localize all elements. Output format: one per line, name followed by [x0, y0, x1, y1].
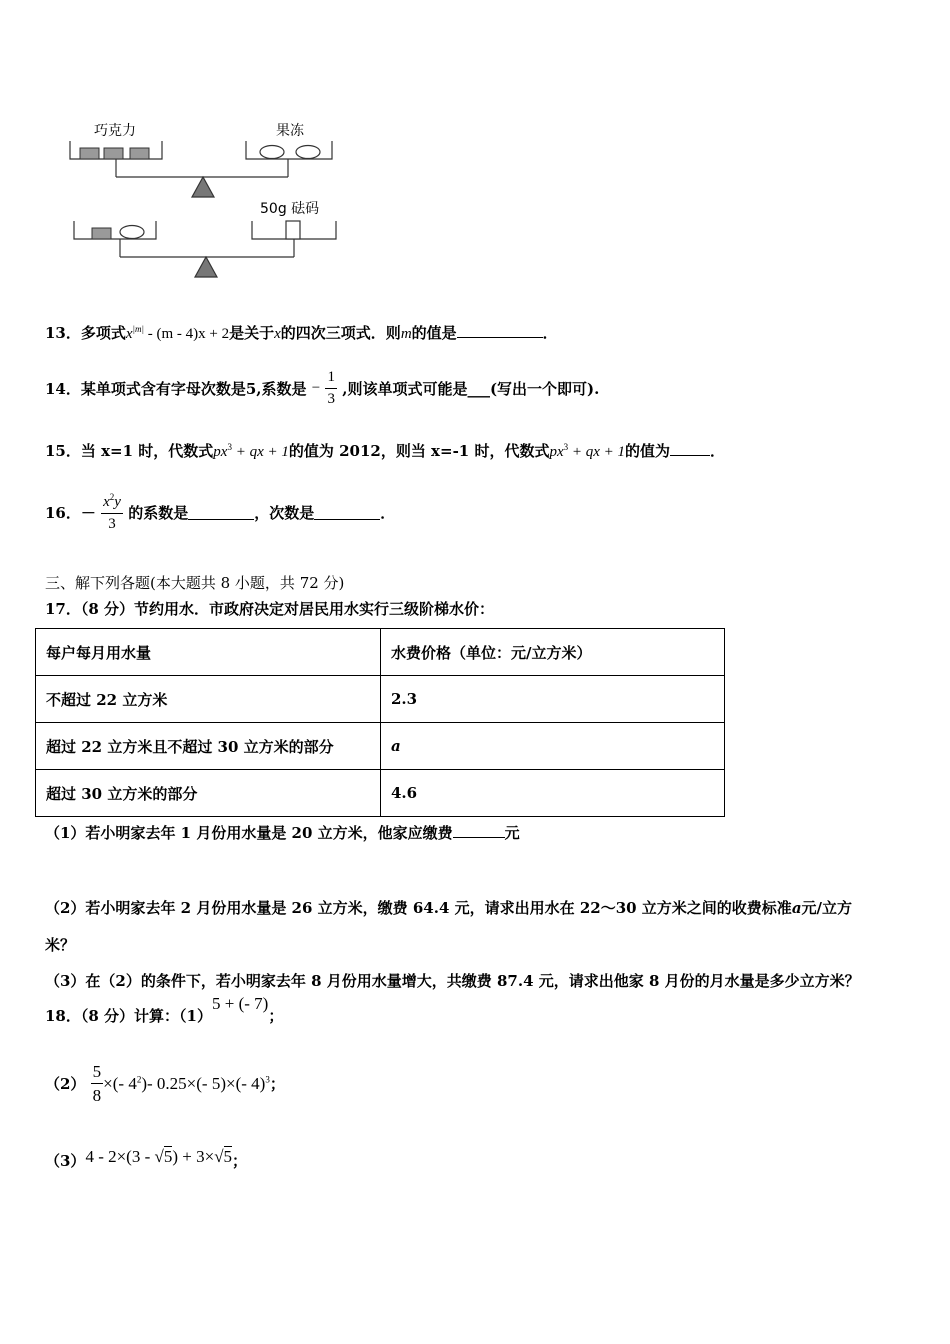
- q13-base: x: [125, 326, 133, 342]
- weight-50g: [286, 221, 300, 239]
- q14-suffix: ,则该单项式可能是___(写出一个即可).: [342, 380, 600, 398]
- q14-fraction: [325, 370, 337, 407]
- q18-end3: ；: [232, 1152, 248, 1170]
- sqrt-icon: √: [214, 1147, 224, 1166]
- q16-text2: ，次数是: [254, 504, 315, 522]
- q17-p1-suffix: 元: [504, 824, 520, 842]
- q16-prefix: 16．－: [45, 504, 96, 522]
- table-header-cell: 每户每月用水量: [36, 629, 381, 676]
- q15-exp2: 3: [563, 442, 569, 452]
- q17-part-2-line2: 米？: [45, 936, 76, 954]
- q16-coefficient-blank[interactable]: [188, 505, 254, 520]
- q13-prefix: 13．多项式: [45, 324, 126, 342]
- q16-text1: 的系数是: [128, 504, 189, 522]
- q16-num-exp: 2: [109, 492, 115, 502]
- q18-p2-label: （2）: [45, 1075, 86, 1093]
- q18-prefix: 18．（8 分）计算：（1）: [45, 1007, 212, 1025]
- table-cell: a: [381, 723, 725, 770]
- sqrt-icon: √: [154, 1147, 164, 1166]
- q13-var: x: [274, 326, 281, 342]
- q17-part-2: [45, 897, 852, 918]
- q16-degree-blank[interactable]: [314, 505, 380, 520]
- q15-expr-tail: + qx + 1: [231, 444, 289, 460]
- q13-mid: - (m - 4)x + 2: [144, 326, 230, 342]
- q15-expr: px: [213, 444, 228, 460]
- q18-part-1: [45, 994, 284, 1026]
- q15-end: ．: [710, 442, 726, 460]
- chocolate-block-bottom: [92, 228, 111, 239]
- q15-exp: 3: [227, 442, 232, 452]
- q13-end: ．: [542, 324, 558, 342]
- q18-p3-a: 4 - 2×(3 -: [85, 1147, 155, 1166]
- q14-sign: −: [311, 380, 321, 396]
- q13-answer-blank[interactable]: [457, 323, 543, 338]
- q18-expr1: 5 + (- 7): [211, 994, 269, 1013]
- balance-scale-figure: [60, 115, 350, 285]
- table-cell: 超过 22 立方米且不超过 30 立方米的部分: [36, 723, 381, 770]
- q16-den: 3: [108, 516, 116, 532]
- q15-answer-blank[interactable]: [670, 441, 710, 456]
- q18-p2-a: ×(- 4: [103, 1073, 137, 1093]
- table-header-row: [36, 629, 725, 676]
- q15-suffix: 的值为: [625, 442, 671, 460]
- q18-p2-num: 5: [91, 1063, 104, 1084]
- jelly-oval-bottom: [120, 226, 144, 239]
- question-16: [45, 493, 395, 532]
- q18-p3-expr: [85, 1147, 232, 1166]
- question-15: [45, 440, 725, 461]
- q18-p2-den: 8: [92, 1086, 102, 1105]
- q16-num-tail: y: [114, 494, 121, 510]
- question-13: [45, 322, 558, 343]
- q15-prefix: 15．当 x=1 时，代数式: [45, 442, 214, 460]
- table-row: [36, 723, 725, 770]
- q17-p2-line1a: （2）若小明家去年 2 月份用水量是 26 立方米，缴费 64.4 元，请求出用水在 22～30 立方米之间的收费标准: [45, 899, 792, 917]
- q18-part-2: [45, 1063, 285, 1104]
- q17-intro: 17．（8 分）节约用水．市政府决定对居民用水实行三级阶梯水价：: [45, 600, 495, 618]
- table-cell: 超过 30 立方米的部分: [36, 770, 381, 817]
- q18-p2-expr: [103, 1074, 270, 1093]
- table-row: [36, 770, 725, 817]
- q18-end1: ；: [268, 1007, 284, 1025]
- q18-p3-root2: 5: [223, 1147, 233, 1166]
- section-3-title: 三、解下列各题(本大题共 8 小题，共 72 分): [45, 574, 345, 592]
- q18-p3-root1: 5: [163, 1147, 173, 1166]
- jelly-ovals-top: [260, 146, 320, 159]
- q15-expr2: px: [549, 444, 564, 460]
- q14-num: 1: [325, 370, 337, 389]
- q14-prefix: 14．某单项式含有字母次数是5,系数是: [45, 380, 307, 398]
- q18-part-3: [45, 1147, 248, 1171]
- q18-p2-fraction: [91, 1063, 104, 1104]
- q16-fraction: [101, 493, 123, 532]
- q18-p3-label: （3）: [45, 1152, 86, 1170]
- table-cell: 不超过 22 立方米: [36, 676, 381, 723]
- q18-end2: ；: [269, 1075, 285, 1093]
- q17-p2-line1b: 元/立方: [801, 899, 853, 917]
- q18-p3-b: ) + 3×: [172, 1147, 215, 1166]
- q15-expr2-tail: + qx + 1: [568, 444, 626, 460]
- q13-text2: 是关于: [229, 324, 275, 342]
- q17-part-1: [45, 822, 520, 843]
- q16-end: ．: [380, 504, 396, 522]
- question-14: [45, 370, 599, 407]
- chocolate-blocks-top: [80, 148, 149, 159]
- table-header-cell: 水费价格（单位：元/立方米）: [381, 629, 725, 676]
- q14-den: 3: [327, 391, 335, 407]
- q13-text3: 的四次三项式．则: [280, 324, 401, 342]
- q15-mid: 的值为 2012，则当 x=-1 时，代数式: [288, 442, 550, 460]
- q13-var2: m: [400, 326, 412, 342]
- q17-p2-var: a: [791, 899, 802, 917]
- table-cell: 2.3: [381, 676, 725, 723]
- q18-p2-b: )- 0.25×(- 5)×(- 4): [141, 1073, 266, 1093]
- q17-part-3: （3）在（2）的条件下，若小明家去年 8 月份用水量增大，共缴费 87.4 元，请求出他家 8 月份的月水量是多少立方米？: [45, 972, 860, 990]
- table-cell: 4.6: [381, 770, 725, 817]
- q17-p1-blank[interactable]: [453, 823, 505, 838]
- q13-exp: |m|: [132, 324, 144, 334]
- table-row: [36, 676, 725, 723]
- q18-p2-a-exp: 2: [136, 1073, 142, 1084]
- water-price-table: [35, 628, 725, 817]
- label-jelly: 果冻: [276, 123, 304, 139]
- q13-text4: 的值是: [411, 324, 457, 342]
- q18-p2-b-exp: 3: [265, 1073, 270, 1084]
- label-weight: 50g 砝码: [260, 201, 320, 217]
- label-chocolate: 巧克力: [94, 123, 136, 139]
- q17-p1-prefix: （1）若小明家去年 1 月份用水量是 20 立方米，他家应缴费: [45, 824, 453, 842]
- q16-num-base: x: [103, 494, 110, 510]
